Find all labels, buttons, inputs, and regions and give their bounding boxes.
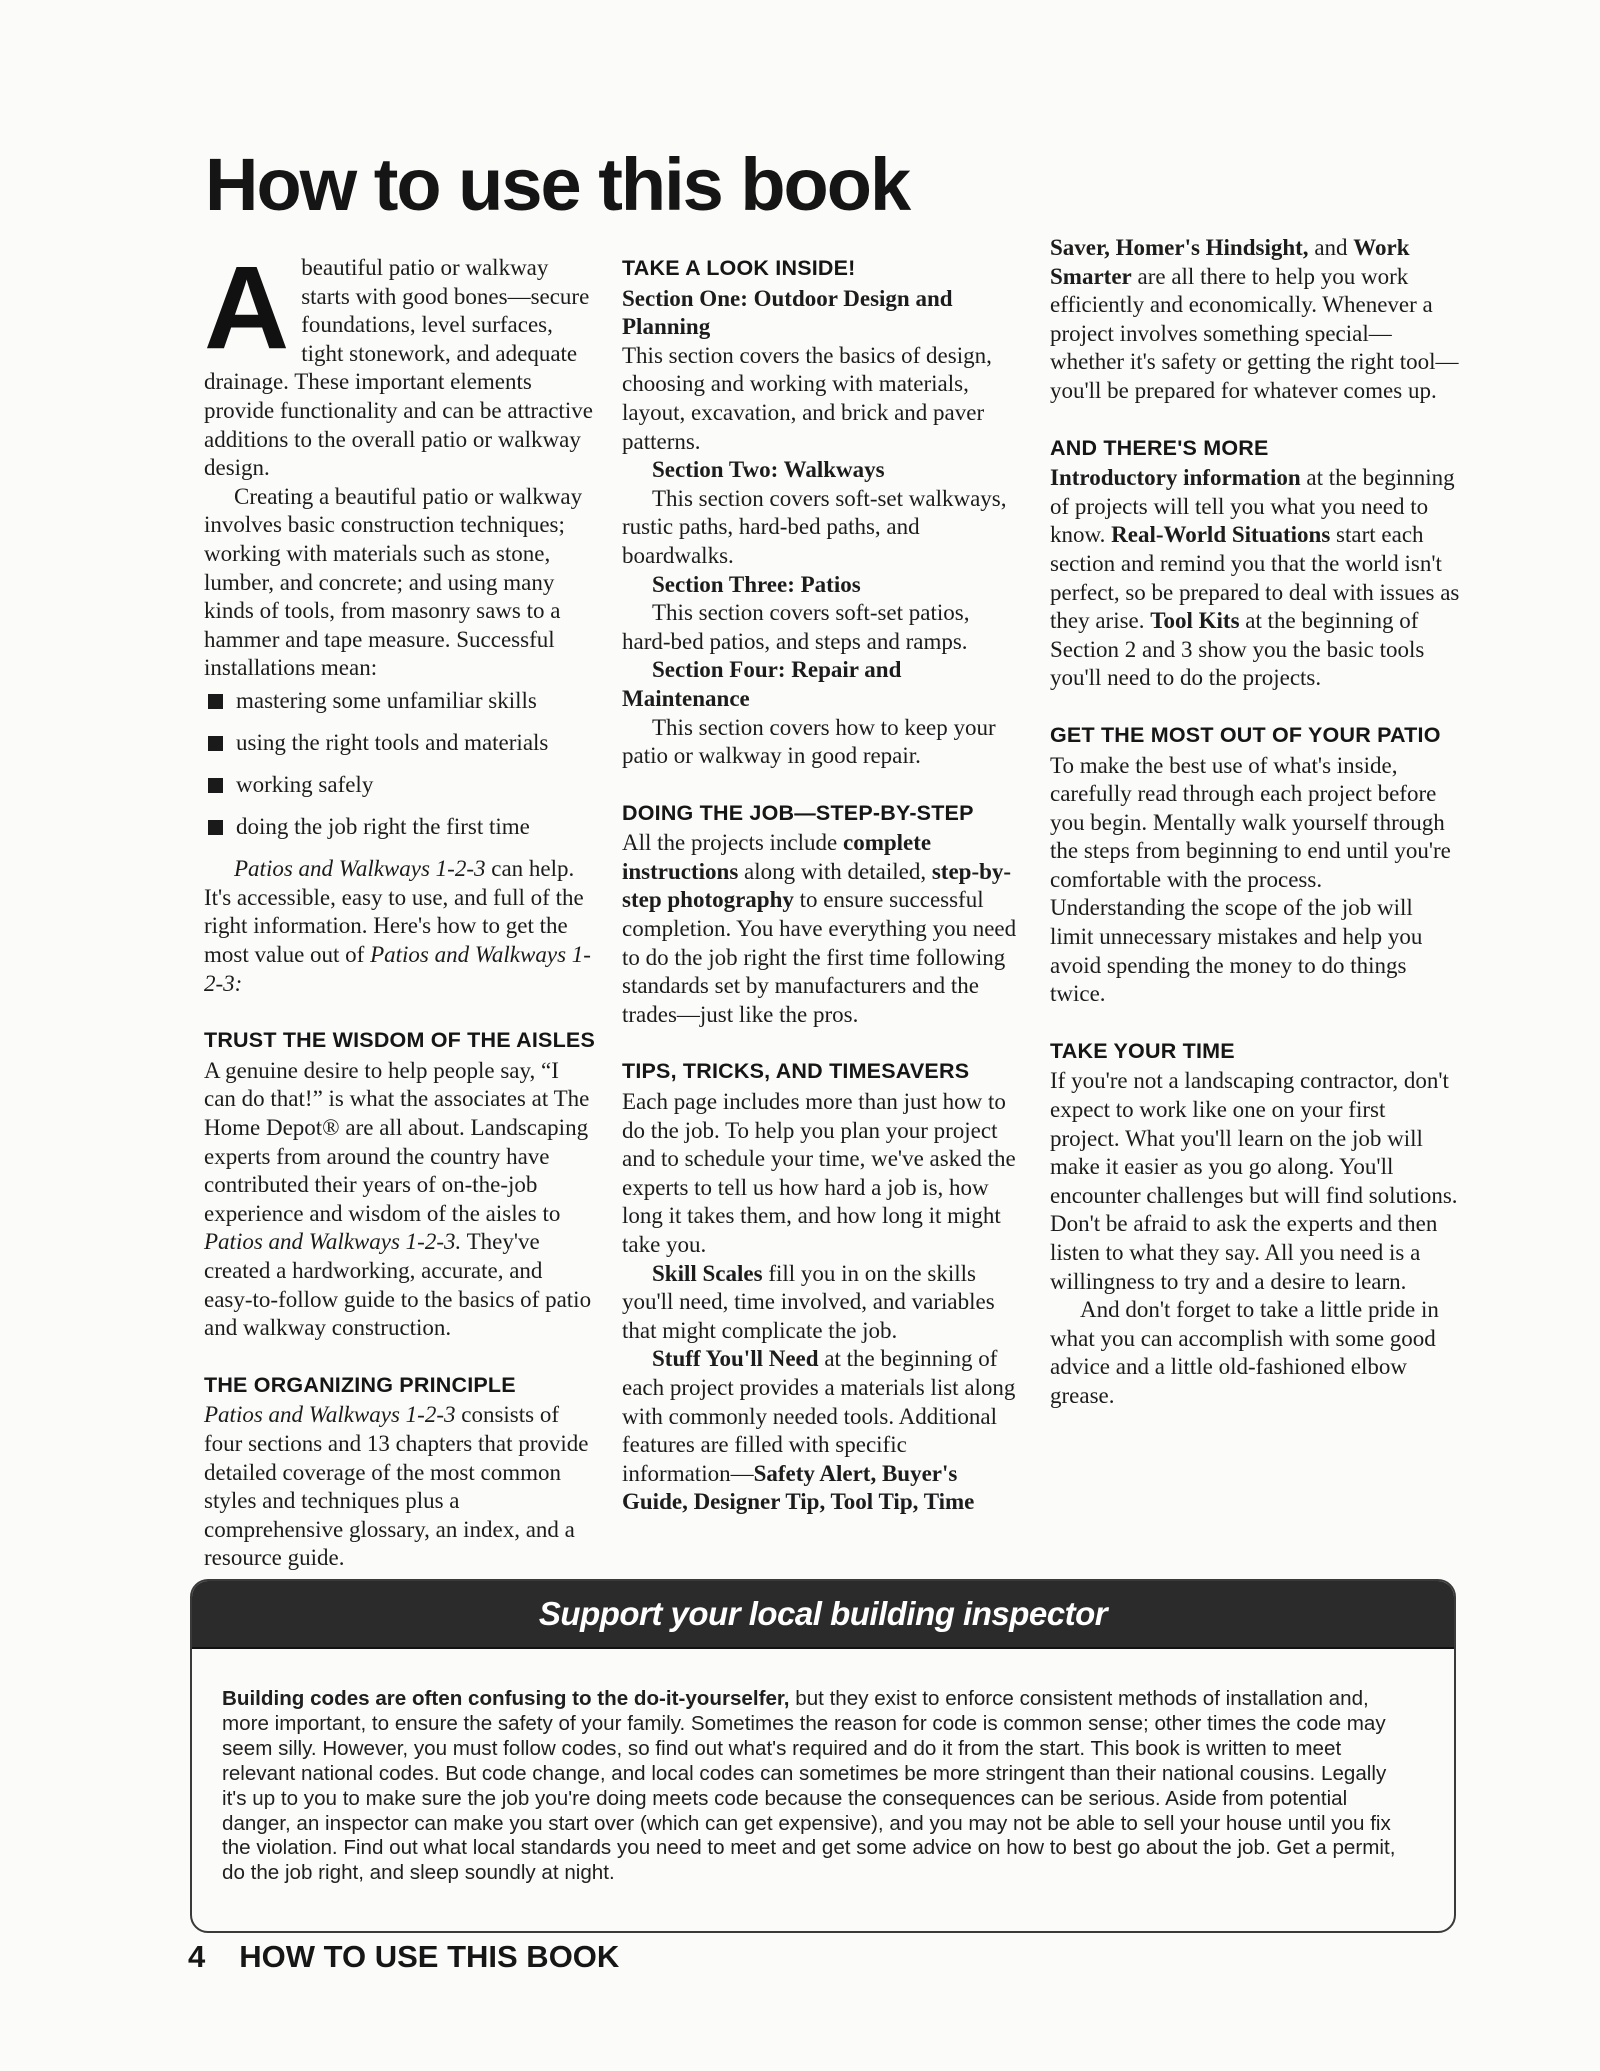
intro-text: beautiful patio or walkway starts with good bones—secure foundations, level surfaces, tight stonework, and adequate drainage. These important elements provide functionality and can be attractive additions to the overall patio or walkway design. — [204, 255, 593, 481]
doing-text: All the projects include — [622, 830, 843, 856]
bold-phrase: Skill Scales — [652, 1260, 763, 1286]
time-paragraph-1: If you're not a landscaping contractor, don't expect to work like one on your first project. What you'll learn on the job will make it easier as you go along. You'll encounter challenges but will find solutions. Don't be afraid to ask the experts and then listen to what they say. All you need is a willingness to try and a desire to learn. — [1050, 1068, 1458, 1294]
help-paragraph — [204, 855, 596, 998]
more-text: at the beginning of Section 2 and 3 show you the basic tools you'll need to do the projects. — [1050, 608, 1425, 691]
bold-phrase: Tool Kits — [1150, 608, 1240, 634]
book-title-italic: Patios and Walkways 1-2-3 — [234, 856, 486, 882]
subhead-text: Section Two: Walkways — [652, 457, 885, 483]
tips-paragraph-2 — [622, 1260, 1020, 1346]
bullet-item: working safely — [236, 771, 596, 800]
sidebar-lead: Building codes are often confusing to the do-it-yourselfer, — [222, 1687, 790, 1710]
subhead-text: Section One: Outdoor Design and Planning — [622, 285, 953, 340]
column-2 — [622, 254, 1020, 1517]
section-heading-most-out: GET THE MOST OUT OF YOUR PATIO — [1050, 722, 1441, 747]
trust-text: They've created a hardworking, accurate, and easy-to-follow guide to the basics of patio and walkway construction. — [204, 1229, 592, 1341]
column-1 — [204, 242, 596, 1573]
intro-paragraph — [204, 242, 596, 483]
page-title: How to use this book — [205, 143, 910, 226]
section-one-text: This section covers the basics of design, choosing and working with materials, layout, excavation, and brick and paver patterns. — [622, 342, 992, 454]
help-text: can help. It's accessible, easy to use, and full of the right information. Here's how to get the most value out of — [204, 856, 584, 968]
section-heading-doing-the-job: DOING THE JOB—STEP-BY-STEP — [622, 800, 974, 825]
bullet-item: mastering some unfamiliar skills — [236, 687, 596, 716]
continued-paragraph — [1050, 234, 1460, 406]
book-title-italic: Patios and Walkways 1-2-3: — [204, 942, 591, 996]
bold-phrase: Work Smarter — [1050, 235, 1410, 289]
bold-phrase: Stuff You'll Need — [652, 1346, 819, 1372]
section-heading-more: AND THERE'S MORE — [1050, 435, 1269, 460]
subhead-section-four — [622, 656, 1020, 713]
subhead-section-three — [622, 571, 1020, 600]
organizing-text: consists of four sections and 13 chapters that provide detailed coverage of the most common styles and techniques plus a comprehensive glossary, an index, and a resource guide. — [204, 1402, 589, 1571]
bold-phrase: Safety Alert, Buyer's Guide, Designer Tip, Tool Tip, Time — [622, 1460, 975, 1515]
organizing-paragraph — [204, 1401, 596, 1573]
section-heading-take-your-time: TAKE YOUR TIME — [1050, 1038, 1235, 1063]
section-heading-look-inside: TAKE A LOOK INSIDE! — [622, 256, 856, 280]
sidebar-header — [192, 1581, 1454, 1649]
section-heading-trust: TRUST THE WISDOM OF THE AISLES — [204, 1028, 596, 1053]
trust-text: A genuine desire to help people say, “I can do that!” is what the associates at The Home Depot® are all about. Landscaping experts from around the country have contributed their years of on-the-job experience and wisdom of the aisles to — [204, 1057, 590, 1226]
tips-text: fill you in on the skills you'll need, time involved, and variables that might complicate the job. — [622, 1260, 995, 1343]
bold-phrase: complete instructions — [622, 830, 932, 884]
doing-text: to ensure successful completion. You have everything you need to do the job right the first time following standards set by manufacturers and the trades—just like the pros. — [622, 887, 1017, 1027]
page-footer — [188, 1939, 619, 1975]
drop-cap: A — [204, 242, 290, 374]
section-heading-tips: TIPS, TRICKS, AND TIMESAVERS — [622, 1059, 970, 1084]
continued-text: are all there to help you work efficiently and economically. Whenever a project involves something special—whether it's safety or getting the right tool—you'll be prepared for whatever comes up. — [1050, 263, 1459, 403]
bullet-item: using the right tools and materials — [236, 729, 596, 758]
section-four-text: This section covers how to keep your patio or walkway in good repair. — [622, 714, 996, 769]
continued-text: and — [1308, 235, 1354, 260]
book-title-italic: Patios and Walkways 1-2-3. — [204, 1229, 462, 1255]
doing-paragraph — [622, 829, 1020, 1029]
tips-paragraph-3 — [622, 1345, 1020, 1517]
tips-paragraph-1: Each page includes more than just how to do the job. To help you plan your project and to schedule your time, we've asked the experts to tell us how hard a job is, how long it takes them, and how long it might take you. — [622, 1089, 1016, 1257]
section-two-text: This section covers soft-set walkways, rustic paths, hard-bed paths, and boardwalks. — [622, 485, 1007, 568]
sidebar-box — [190, 1579, 1456, 1933]
bullet-item: doing the job right the first time — [236, 813, 596, 842]
subhead-text: Section Three: Patios — [652, 571, 861, 597]
subhead-text: Section Four: Repair and Maintenance — [622, 657, 902, 711]
doing-text: along with detailed, — [738, 858, 932, 884]
page-number: 4 — [188, 1939, 206, 1974]
time-paragraph-2: And don't forget to take a little pride in what you can accomplish with some good advice and a little old-fashioned elbow grease. — [1050, 1297, 1439, 1408]
column-3 — [1050, 234, 1460, 1411]
bold-phrase: step-by-step photography — [622, 858, 1012, 913]
sidebar-body — [222, 1687, 1414, 1886]
bold-phrase: Introductory information — [1050, 465, 1301, 491]
tips-text: at the beginning of each project provides a materials list along with commonly needed tools. Additional features are filled with specific information— — [622, 1346, 1016, 1486]
trust-paragraph — [204, 1057, 596, 1343]
bullet-list — [204, 687, 596, 842]
subhead-section-one — [622, 285, 1020, 342]
more-paragraph — [1050, 464, 1460, 693]
more-text: start each section and remind you that the world isn't perfect, so be prepared to deal with issues as they arise. — [1050, 522, 1460, 634]
bold-phrase: Real-World Situations — [1111, 522, 1331, 548]
sidebar-title: Support your local building inspector — [538, 1595, 1108, 1632]
subhead-section-two — [622, 456, 1020, 485]
sidebar-text: but they exist to enforce consistent methods of installation and, more important, to ensure the safety of your family. Sometimes the reason for code is common sense; other times the code may seem silly. However, you must follow codes, so find out what's required and do it from the start. This book is written to meet relevant national codes. But code change, and local codes can sometimes be more stringent than their national cousins. Legally it's up to you to make sure the job you're doing meets code because the consequences can be serious. Aside from potential danger, an inspector can make you start over (which can get expensive), and you may not be able to sell your house until you fix the violation. Find out what local standards you need to meet and get some advice on how to best go about the job. Get a permit, do the job right, and sleep soundly at night. — [222, 1687, 1396, 1885]
bold-phrase: Saver, Homer's Hindsight, — [1050, 235, 1309, 260]
section-heading-organizing: THE ORGANIZING PRINCIPLE — [204, 1372, 516, 1397]
more-text: at the beginning of projects will tell you what you need to know. — [1050, 465, 1455, 548]
section-three-text: This section covers soft-set patios, hard-bed patios, and steps and ramps. — [622, 600, 970, 654]
running-title: HOW TO USE THIS BOOK — [239, 1939, 620, 1974]
intro-paragraph-2: Creating a beautiful patio or walkway involves basic construction techniques; working with materials such as stone, lumber, and concrete; and using many kinds of tools, from masonry saws to a hammer and tape measure. Successful installations mean: — [204, 483, 583, 681]
book-title-italic: Patios and Walkways 1-2-3 — [204, 1402, 456, 1428]
most-out-paragraph: To make the best use of what's inside, carefully read through each project before you begin. Mentally walk yourself through the steps from beginning to end until you're comfortable with the process. Understanding the scope of the job will limit unnecessary mistakes and help you avoid spending the money to do things twice. — [1050, 752, 1451, 1007]
